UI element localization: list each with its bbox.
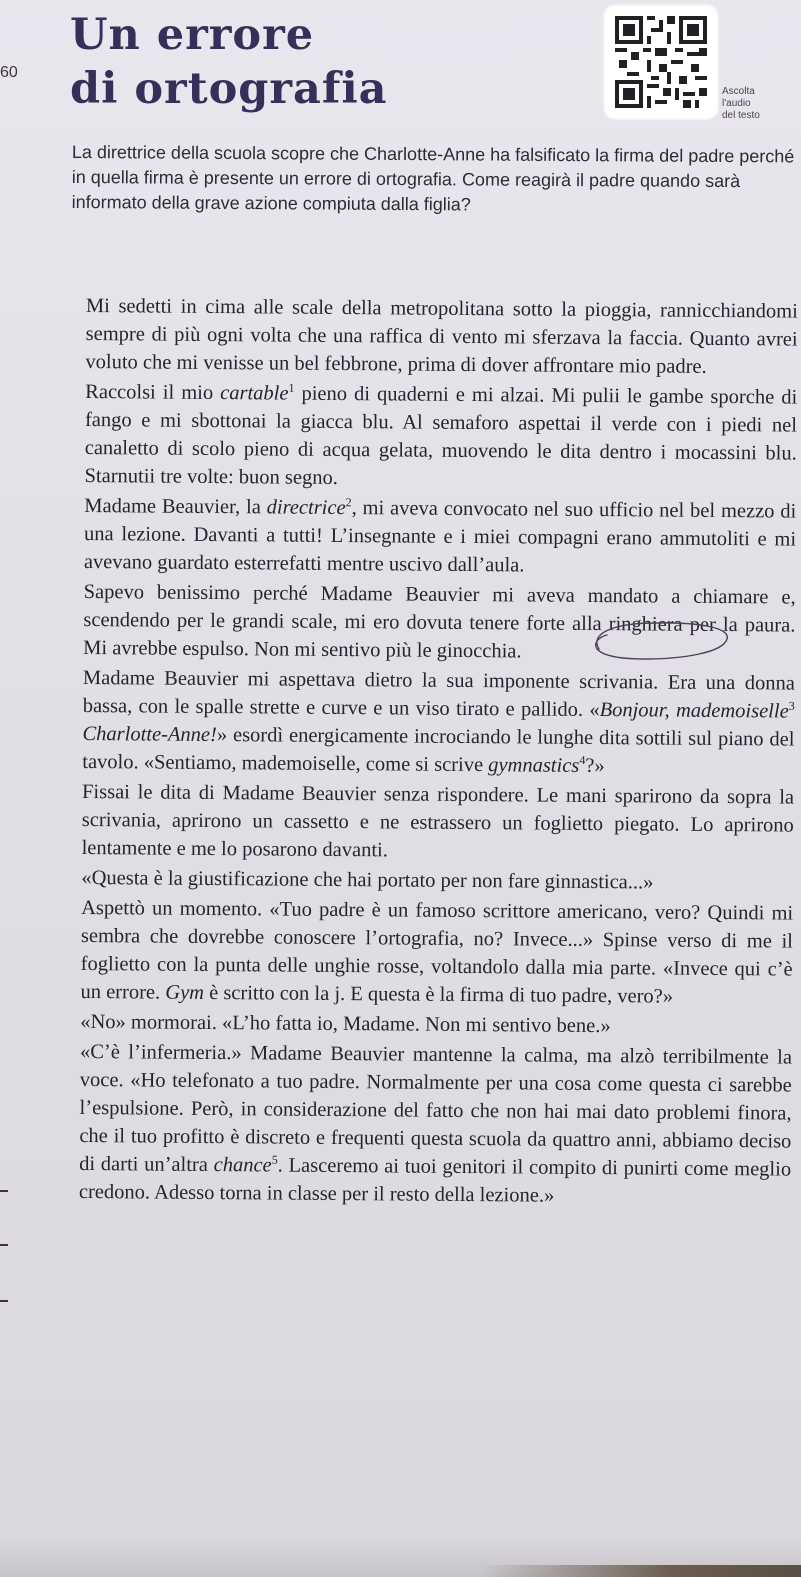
story-body — [79, 292, 798, 1214]
footnote-1: 1 — [288, 380, 295, 395]
footnote-4: 4 — [579, 753, 586, 768]
footnote-5: 5 — [271, 1152, 278, 1167]
footnote-2: 2 — [345, 495, 352, 510]
intro-text: La direttrice della scuola scopre che Charlotte-Anne ha falsificato la firma del padre perché in quella firma è presente un errore di ortografia. Come reagirà il padre quando sarà informato della grave azione compiuta dalla figlia? — [71, 141, 795, 215]
paragraph-5 — [82, 664, 795, 782]
margin-mark — [0, 1190, 8, 1192]
paragraph-5-text-a: Madame Beauvier mi aspettava dietro la sua imponente scrivania. Era una donna bassa, con le spalle strette e curve e un viso tirato e pallido. « — [82, 666, 796, 722]
footnote-3: 3 — [788, 698, 795, 713]
word-chance: chance — [213, 1154, 272, 1177]
word-gymnastics: gymnastics — [488, 754, 580, 777]
title-line-1: Un errore — [70, 10, 315, 60]
page-bottom-edge — [480, 1565, 801, 1577]
audio-caption-line-3: del testo — [722, 110, 760, 121]
page-title — [70, 8, 388, 116]
margin-mark — [0, 1244, 8, 1246]
qr-code-pattern — [615, 16, 707, 108]
paragraph-10-text-a: «C’è l’infermeria.» Madame Beauvier mantenne la calma, ma alzò terribilmente la voce. «Ho telefonato a tuo padre. Normalmente per una cosa come questa ci sarebbe l’espulsione. Però, in considerazione del fatto che non hai mai dato problemi finora, che il tuo profitto è discreto e frequenti questa scuola da quattro anni, abbiamo deciso di darti un’altra — [79, 1040, 793, 1177]
paragraph-8 — [80, 894, 793, 1012]
paragraph-8-text-b: è scritto con la j. E questa è la firma di tuo padre, vero?» — [203, 981, 674, 1008]
paragraph-1: Mi sedetti in cima alle scale della metropolitana sotto la pioggia, rannicchiandomi sempre di più ogni volta che una raffica di vento mi sferzava la faccia. Quanto avrei voluto che mi venisse un bel febbrone, prima di dover affrontare mio padre. — [85, 294, 798, 378]
word-directrice: directrice — [266, 496, 346, 520]
word-gym: Gym — [165, 981, 205, 1004]
audio-caption-line-1: Ascolta — [722, 86, 755, 97]
paragraph-3 — [84, 492, 797, 582]
paragraph-3-text-b: , mi aveva convocato nel suo ufficio nel bel mezzo di una lezione. Davanti a tutti! L’insegnante e i miei compagni erano ammutoliti e mi avevano guardato esterrefatti mentre uscivo dall’aula. — [83, 497, 797, 577]
margin-mark — [0, 1300, 8, 1302]
audio-caption-line-2: l'audio — [722, 98, 751, 109]
paragraph-5-text-b: » esordì energicamente incrociando le lunghe dita sottili sul piano del tavolo. «Sentiamo, mademoiselle, come si scrive — [82, 724, 795, 777]
audio-caption — [722, 86, 760, 122]
name-charlotte-anne: Charlotte-Anne! — [82, 722, 217, 747]
paragraph-10 — [79, 1038, 792, 1212]
paragraph-5-text-c: ?» — [585, 754, 605, 778]
title-line-2: di ortografia — [70, 64, 388, 114]
page-number: 60 — [0, 64, 18, 81]
qr-code — [605, 6, 717, 118]
paragraph-2 — [84, 378, 797, 496]
paragraph-7: «Questa è la giustificazione che hai portato per non fare ginnastica...» — [81, 866, 654, 894]
phrase-bonjour-mademoiselle: Bonjour, mademoiselle — [599, 699, 789, 723]
paragraph-8-text-a: Aspettò un momento. «Tuo padre è un famoso scrittore americano, vero? Quindi mi sembra che dovrebbe conoscere l’ortografia, no? Invece...» Spinse verso di me il foglietto con la punta delle unghie rosse, voltandolo dalla mia parte. «Invece qui c’è un errore. — [80, 896, 794, 1004]
paragraph-2-text-a: Raccolsi il mio — [85, 380, 221, 405]
paragraph-10-text-b: . Lasceremo ai tuoi genitori il compito di punirti come meglio credono. Adesso torna in classe per il resto della lezione.» — [78, 1154, 792, 1207]
paragraph-9: «No» mormorai. «L’ho fatta io, Madame. Non mi sentivo bene.» — [80, 1010, 611, 1038]
paragraph-4: Sapevo benissimo perché Madame Beauvier mi aveva mandato a chiamare e, scendendo per le grandi scale, mi ero dovuta tenere forte alla ringhiera per la paura. Mi avrebbe espulso. Non mi sentivo più le ginocchia. — [83, 580, 796, 663]
paragraph-6: Fissai le dita di Madame Beauvier senza rispondere. Le mani sparirono da sopra la scrivania, aprirono un cassetto e ne estrassero un foglietto piegato. Lo aprirono lentamente e me lo posarono davanti. — [81, 780, 795, 862]
word-cartable: cartable — [220, 382, 289, 405]
paragraph-2-text-b: pieno di quaderni e mi alzai. Mi pulii le gambe sporche di fango e mi sbottonai la giacca blu. Al semaforo aspettai il verde con i piedi nel canaletto di scolo pieno di acqua gelata, muovendo le dita dentro i mocassini blu. Starnutii tre volte: buon segno. — [84, 382, 798, 489]
paragraph-3-text-a: Madame Beauvier, la — [84, 494, 267, 519]
